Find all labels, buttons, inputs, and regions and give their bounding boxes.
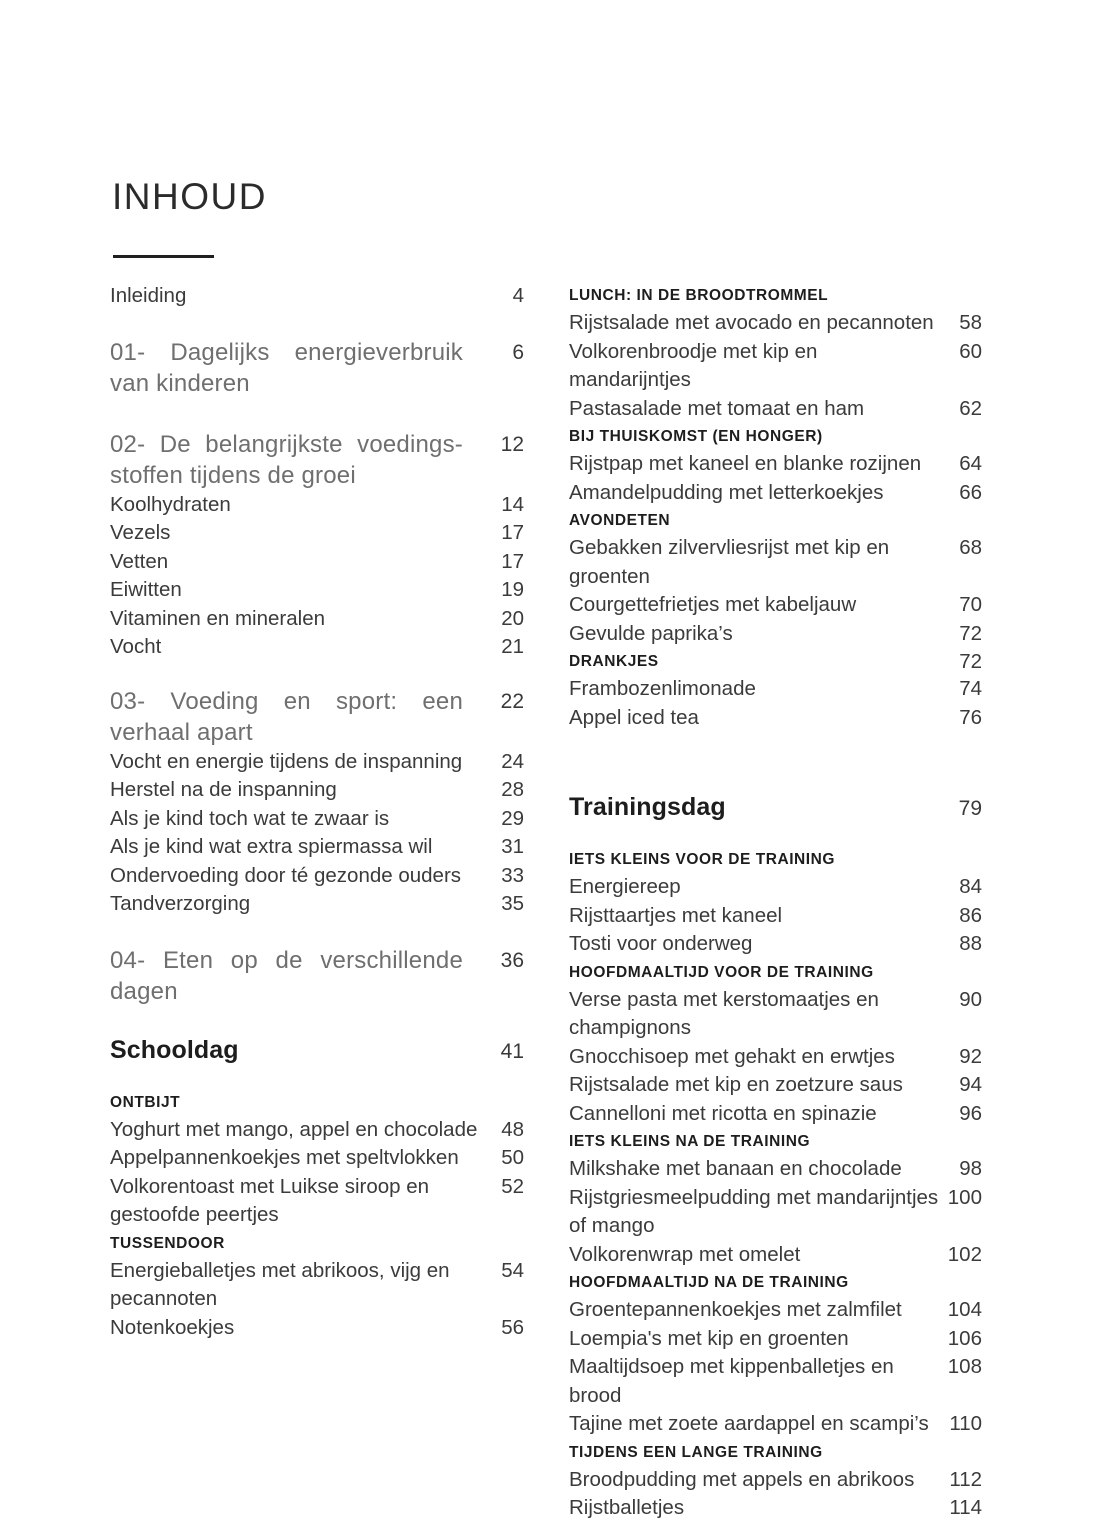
toc-entry-page-number: 74 [959, 677, 982, 700]
toc-entry-page-number: 54 [501, 1258, 524, 1282]
toc-entry-label: Als je kind wat extra spiermassa wil [110, 835, 433, 858]
toc-subheading-hoofdmaaltijd-na-de-training [569, 1269, 982, 1296]
toc-entry-label: Loempia's met kip en groenten [569, 1326, 849, 1350]
toc-entry-page-number: 6 [512, 340, 524, 364]
toc-entry-label: Gnocchisoep met gehakt en erwtjes [569, 1044, 895, 1068]
toc-entry-page-number: 36 [500, 948, 524, 972]
toc-entry-page-number: 4 [512, 284, 524, 307]
toc-entry-energieballetjes-met-abrikoos-vijg-en-peca[interactable] [110, 1257, 524, 1314]
toc-entry-page-number: 106 [947, 1326, 982, 1350]
toc-entry-label: 04- Eten op de verschillende dagen [110, 946, 463, 1005]
toc-entry-appelpannenkoekjes-met-speltvlokken[interactable] [110, 1144, 524, 1173]
toc-entry-koolhydraten[interactable] [110, 491, 524, 520]
toc-entry-page-number: 92 [959, 1044, 982, 1068]
toc-entry-gevulde-paprika-s[interactable] [569, 620, 982, 649]
page-title: INHOUD [112, 176, 267, 217]
toc-entry-label: 02- De belangrijkste voedings- stoffen tijdens de groei [110, 430, 463, 489]
toc-entry-rijsttaartjes-met-kaneel[interactable] [569, 902, 982, 931]
spacer [110, 919, 524, 945]
toc-subheading-lunch-in-de-broodtrommel [569, 282, 982, 309]
toc-entry-cannelloni-met-ricotta-en-spinazie[interactable] [569, 1100, 982, 1129]
toc-entry-label: Trainingsdag [569, 793, 726, 821]
toc-entry-vetten[interactable] [110, 548, 524, 577]
toc-entry-gebakken-zilvervliesrijst-met-kip-en-groen[interactable] [569, 534, 982, 591]
toc-entry-label: Schooldag [110, 1035, 239, 1064]
toc-entry-label: Vocht en energie tijdens de inspanning [110, 749, 463, 773]
toc-entry-page-number: 31 [501, 835, 524, 858]
toc-entry-broodpudding-met-appels-en-abrikoos[interactable] [569, 1466, 982, 1495]
toc-entry-pastasalade-met-tomaat-en-ham[interactable] [569, 395, 982, 424]
toc-entry-label: Ondervoeding door té gezonde ouders [110, 863, 462, 887]
toc-entry-page-number: 33 [501, 863, 524, 887]
toc-entry-amandelpudding-met-letterkoekjes[interactable] [569, 479, 982, 508]
toc-entry-label: ONTBIJT [110, 1093, 181, 1111]
toc-entry-label: Vocht [110, 635, 162, 658]
spacer [569, 732, 982, 790]
toc-entry-page-number: 98 [959, 1157, 982, 1180]
toc-entry-label: 01- Dagelijks energieverbruik van kinderen [110, 338, 463, 397]
toc-entry-label: AVONDETEN [569, 512, 671, 529]
toc-entry-label: Vitaminen en mineralen [110, 606, 325, 630]
toc-entry-gnocchisoep-met-gehakt-en-erwtjes[interactable] [569, 1043, 982, 1072]
toc-entry-rijstgriesmeelpudding-met-mandarijntjes-of[interactable] [569, 1184, 982, 1241]
toc-entry-page-number: 52 [501, 1174, 524, 1198]
toc-entry-label: Inleiding [110, 284, 187, 307]
toc-entry-page-number: 60 [959, 339, 982, 363]
toc-entry-label: Appel iced tea [569, 705, 699, 729]
toc-entry-page-number: 21 [501, 635, 524, 658]
toc-entry-frambozenlimonade[interactable] [569, 675, 982, 704]
toc-entry-label: Rijstsalade met avocado en pecannoten [569, 311, 934, 334]
toc-entry-label: Gevulde paprika’s [569, 621, 733, 645]
toc-entry-page-number: 14 [501, 492, 524, 516]
toc-entry-page-number: 108 [947, 1355, 982, 1378]
toc-entry-label: Rijstballetjes [569, 1496, 685, 1519]
toc-entry-page-number: 41 [500, 1039, 524, 1063]
toc-entry-appel-iced-tea[interactable] [569, 704, 982, 733]
toc-entry-label: Groentepannenkoekjes met zalmfilet [569, 1298, 902, 1321]
toc-left-column [110, 282, 524, 1342]
toc-subheading-iets-kleins-na-de-training [569, 1128, 982, 1155]
toc-chapter-03-voeding-en-sport-een-verhaal-apart[interactable] [110, 686, 524, 748]
toc-entry-label: Yoghurt met mango, appel en chocolade [110, 1117, 478, 1141]
toc-entry-yoghurt-met-mango-appel-en-chocolade[interactable] [110, 1116, 524, 1145]
toc-entry-volkorenwrap-met-omelet[interactable] [569, 1241, 982, 1270]
toc-entry-page-number: 48 [501, 1117, 524, 1141]
toc-entry-label: HOOFDMAALTIJD NA DE TRAINING [569, 1274, 849, 1291]
toc-entry-page-number: 72 [959, 650, 982, 673]
toc-entry-inleiding[interactable] [110, 282, 524, 311]
toc-day-heading-trainingsdag[interactable] [569, 790, 982, 826]
spacer [569, 826, 982, 846]
toc-entry-label: TIJDENS EEN LANGE TRAINING [569, 1443, 823, 1461]
toc-entry-courgettefrietjes-met-kabeljauw[interactable] [569, 591, 982, 620]
toc-entry-rijstsalade-met-avocado-en-pecannoten[interactable] [569, 309, 982, 338]
toc-entry-label: Energiereep [569, 875, 681, 898]
spacer [110, 1069, 524, 1089]
toc-entry-page-number: 12 [500, 432, 524, 456]
toc-entry-page-number: 112 [949, 1467, 982, 1491]
toc-entry-page-number: 24 [501, 749, 524, 773]
toc-entry-label: Koolhydraten [110, 492, 231, 516]
toc-entry-label: Vetten [110, 549, 169, 573]
toc-entry-milkshake-met-banaan-en-chocolade[interactable] [569, 1155, 982, 1184]
toc-entry-page-number: 88 [959, 932, 982, 955]
spacer [110, 311, 524, 337]
toc-entry-page-number: 20 [501, 606, 524, 630]
toc-day-heading-schooldag[interactable] [110, 1033, 524, 1069]
toc-entry-label: Gebakken zilvervliesrijst met kip en groenten [569, 536, 890, 588]
toc-entry-label: Milkshake met banaan en chocolade [569, 1157, 902, 1180]
toc-entry-label: Pastasalade met tomaat en ham [569, 396, 865, 420]
toc-subheading-bij-thuiskomst-en-honger [569, 423, 982, 450]
toc-entry-page-number: 96 [959, 1101, 982, 1125]
toc-entry-page-number: 58 [959, 311, 982, 334]
toc-entry-rijstpap-met-kaneel-en-blanke-rozijnen[interactable] [569, 450, 982, 479]
toc-entry-energiereep[interactable] [569, 873, 982, 902]
toc-entry-page-number: 35 [501, 892, 524, 915]
toc-entry-label: Amandelpudding met letterkoekjes [569, 480, 884, 504]
toc-entry-label: Volkorenbroodje met kip en mandarijntjes [569, 339, 818, 391]
toc-entry-vocht[interactable] [110, 633, 524, 662]
toc-entry-page-number: 104 [947, 1298, 982, 1321]
toc-entry-page-number: 56 [501, 1315, 524, 1339]
toc-entry-label: HOOFDMAALTIJD VOOR DE TRAINING [569, 963, 874, 981]
toc-entry-label: Verse pasta met kerstomaatjes en champignons [569, 987, 879, 1039]
toc-entry-page-number: 50 [501, 1146, 524, 1169]
toc-entry-label: Als je kind toch wat te zwaar is [110, 806, 390, 830]
toc-entry-label: DRANKJES [569, 653, 659, 670]
toc-entry-label: IETS KLEINS NA DE TRAINING [569, 1133, 811, 1150]
toc-entry-volkorentoast-met-luikse-siroop-en-gestoof[interactable] [110, 1173, 524, 1230]
toc-entry-label: Herstel na de inspanning [110, 778, 337, 801]
toc-entry-page-number: 110 [949, 1412, 982, 1435]
toc-entry-label: Notenkoekjes [110, 1315, 235, 1339]
toc-entry-label: Cannelloni met ricotta en spinazie [569, 1101, 877, 1125]
toc-entry-rijstsalade-met-kip-en-zoetzure-saus[interactable] [569, 1071, 982, 1100]
toc-entry-label: Appelpannenkoekjes met speltvlokken [110, 1146, 459, 1169]
toc-entry-verse-pasta-met-kerstomaatjes-en-champigno[interactable] [569, 986, 982, 1043]
toc-entry-page-number: 76 [959, 705, 982, 729]
toc-entry-label: Courgettefrietjes met kabeljauw [569, 593, 857, 616]
toc-entry-label: Tosti voor onderweg [569, 932, 753, 955]
toc-entry-vocht-en-energie-tijdens-de-inspanning[interactable] [110, 748, 524, 777]
toc-entry-label: Maaltijdsoep met kippenballetjes en brood [569, 1355, 894, 1407]
spacer [110, 399, 524, 429]
toc-entry-page-number: 17 [501, 549, 524, 573]
toc-entry-label: Vezels [110, 521, 171, 544]
toc-entry-page-number: 72 [959, 621, 982, 645]
toc-chapter-02-de-belangrijkste-voedings-stoffen-tijde[interactable] [110, 429, 524, 491]
toc-subheading-tussendoor [110, 1230, 524, 1257]
toc-entry-label: Broodpudding met appels en abrikoos [569, 1467, 915, 1491]
toc-entry-tajine-met-zoete-aardappel-en-scampi-s[interactable] [569, 1410, 982, 1439]
toc-entry-page-number: 28 [501, 778, 524, 801]
toc-entry-loempia-s-met-kip-en-groenten[interactable] [569, 1325, 982, 1354]
toc-entry-label: Rijstsalade met kip en zoetzure saus [569, 1073, 903, 1096]
toc-entry-ondervoeding-door-t-gezonde-ouders[interactable] [110, 862, 524, 891]
toc-entry-page-number: 64 [959, 452, 982, 475]
toc-entry-page-number: 70 [959, 593, 982, 616]
toc-entry-page-number: 22 [500, 689, 524, 713]
toc-entry-page-number: 62 [959, 396, 982, 420]
toc-entry-page-number: 17 [501, 521, 524, 544]
toc-entry-page-number: 86 [959, 903, 982, 927]
toc-entry-label: Tajine met zoete aardappel en scampi’s [569, 1412, 929, 1435]
toc-subheading-ontbijt [110, 1089, 524, 1116]
toc-entry-page-number: 90 [959, 987, 982, 1011]
toc-entry-label: Energieballetjes met abrikoos, vijg en pecannoten [110, 1258, 450, 1310]
toc-entry-rijstballetjes[interactable] [569, 1494, 982, 1523]
toc-entry-page-number: 29 [501, 806, 524, 830]
toc-entry-volkorenbroodje-met-kip-en-mandarijntjes[interactable] [569, 338, 982, 395]
toc-entry-label: Volkorenwrap met omelet [569, 1242, 801, 1266]
toc-entry-page-number: 68 [959, 536, 982, 559]
toc-subheading-tijdens-een-lange-training [569, 1439, 982, 1466]
toc-entry-label: 03- Voeding en sport: een verhaal apart [110, 687, 463, 746]
toc-entry-als-je-kind-toch-wat-te-zwaar-is[interactable] [110, 805, 524, 834]
toc-entry-label: LUNCH: IN DE BROODTROMMEL [569, 287, 829, 304]
toc-entry-herstel-na-de-inspanning[interactable] [110, 776, 524, 805]
toc-entry-page-number: 100 [947, 1185, 982, 1209]
toc-entry-groentepannenkoekjes-met-zalmfilet[interactable] [569, 1296, 982, 1325]
toc-entry-label: BIJ THUISKOMST (EN HONGER) [569, 428, 823, 445]
toc-entry-vitaminen-en-mineralen[interactable] [110, 605, 524, 634]
toc-entry-label: Tandverzorging [110, 892, 251, 915]
toc-subheading-hoofdmaaltijd-voor-de-training [569, 959, 982, 986]
toc-entry-page-number: 19 [501, 578, 524, 601]
title-divider-rule [113, 255, 214, 258]
toc-entry-maaltijdsoep-met-kippenballetjes-en-brood[interactable] [569, 1353, 982, 1410]
toc-entry-page-number: 114 [949, 1496, 982, 1519]
spacer [110, 662, 524, 686]
toc-entry-label: TUSSENDOOR [110, 1234, 225, 1252]
toc-subheading-drankjes [569, 648, 982, 675]
toc-entry-label: Eiwitten [110, 578, 182, 601]
spacer [110, 1007, 524, 1033]
toc-entry-page-number: 79 [958, 797, 982, 820]
toc-right-column [569, 282, 982, 1523]
toc-entry-eiwitten[interactable] [110, 576, 524, 605]
toc-entry-label: Rijstgriesmeelpudding met mandarijntjes of mango [569, 1185, 939, 1237]
toc-entry-label: Rijsttaartjes met kaneel [569, 903, 783, 927]
toc-entry-page-number: 94 [959, 1073, 982, 1096]
toc-entry-label: Rijstpap met kaneel en blanke rozijnen [569, 452, 922, 475]
toc-subheading-avondeten [569, 507, 982, 534]
toc-chapter-04-eten-op-de-verschillende-dagen[interactable] [110, 945, 524, 1007]
toc-entry-tosti-voor-onderweg[interactable] [569, 930, 982, 959]
toc-entry-notenkoekjes[interactable] [110, 1314, 524, 1343]
toc-entry-page-number: 102 [947, 1242, 982, 1266]
toc-entry-vezels[interactable] [110, 519, 524, 548]
toc-entry-als-je-kind-wat-extra-spiermassa-wil[interactable] [110, 833, 524, 862]
toc-entry-label: Frambozenlimonade [569, 677, 756, 700]
toc-entry-page-number: 66 [959, 480, 982, 504]
toc-subheading-iets-kleins-voor-de-training [569, 846, 982, 873]
toc-entry-tandverzorging[interactable] [110, 890, 524, 919]
toc-entry-label: IETS KLEINS VOOR DE TRAINING [569, 851, 836, 868]
toc-entry-page-number: 84 [959, 875, 982, 898]
toc-entry-label: Volkorentoast met Luikse siroop en gestoofde peertjes [110, 1174, 430, 1226]
toc-chapter-01-dagelijks-energieverbruik-van-kinderen[interactable] [110, 337, 524, 399]
